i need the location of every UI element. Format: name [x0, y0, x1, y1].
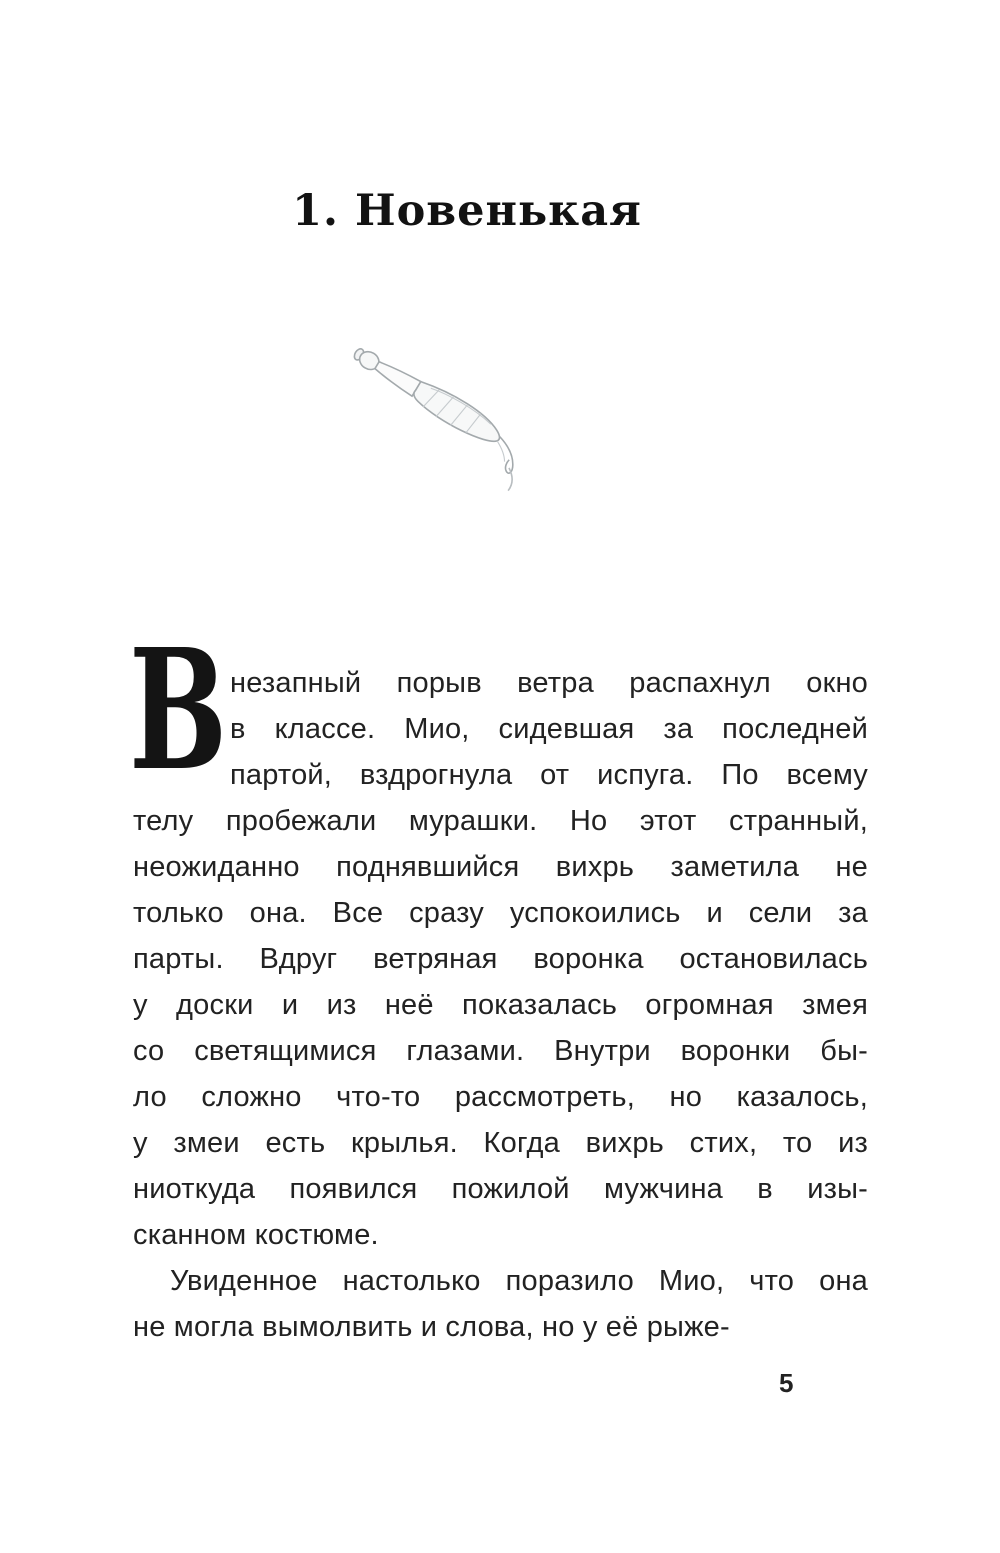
body-text	[129, 613, 868, 1350]
text-line: в классе. Мио, сидевшая за последней	[230, 713, 868, 745]
text-line: неожиданно поднявшийся вихрь заметила не	[133, 851, 868, 883]
text-line: телу пробежали мурашки. Но этот странный,	[133, 805, 868, 837]
paragraph-2	[133, 1258, 868, 1350]
text-line: парты. Вдруг ветряная воронка остановилась	[133, 943, 868, 975]
text-line: ниоткуда появился пожилой мужчина в изы-	[133, 1173, 868, 1205]
text-line: не могла вымолвить и слова, но у её рыже-	[133, 1311, 730, 1343]
pen-brush-sketch-icon	[345, 330, 605, 505]
text-line: у змеи есть крылья. Когда вихрь стих, то из	[133, 1127, 868, 1159]
text-line: ло сложно что-то рассмотреть, но казалось,	[133, 1081, 868, 1113]
text-line: Увиденное настолько поразило Мио, что она	[170, 1265, 868, 1297]
paragraph-1-continuation	[133, 798, 868, 1258]
page-number: 5	[779, 1368, 794, 1398]
paragraph-1-opening	[129, 613, 868, 808]
drop-cap-letter: В	[129, 613, 228, 808]
chapter-title: 1. Новенькая	[292, 186, 642, 236]
text-line: со светящимися глазами. Внутри воронки бы-	[133, 1035, 868, 1067]
text-line: незапный порыв ветра распахнул окно	[230, 667, 868, 699]
text-line: только она. Все сразу успокоились и сели за	[133, 897, 868, 929]
text-line: партой, вздрогнула от испуга. По всему	[230, 759, 868, 791]
pen-brush-sketch-illustration	[345, 330, 605, 505]
text-line: у доски и из неё показалась огромная змея	[133, 989, 868, 1021]
text-line: сканном костюме.	[133, 1219, 379, 1251]
